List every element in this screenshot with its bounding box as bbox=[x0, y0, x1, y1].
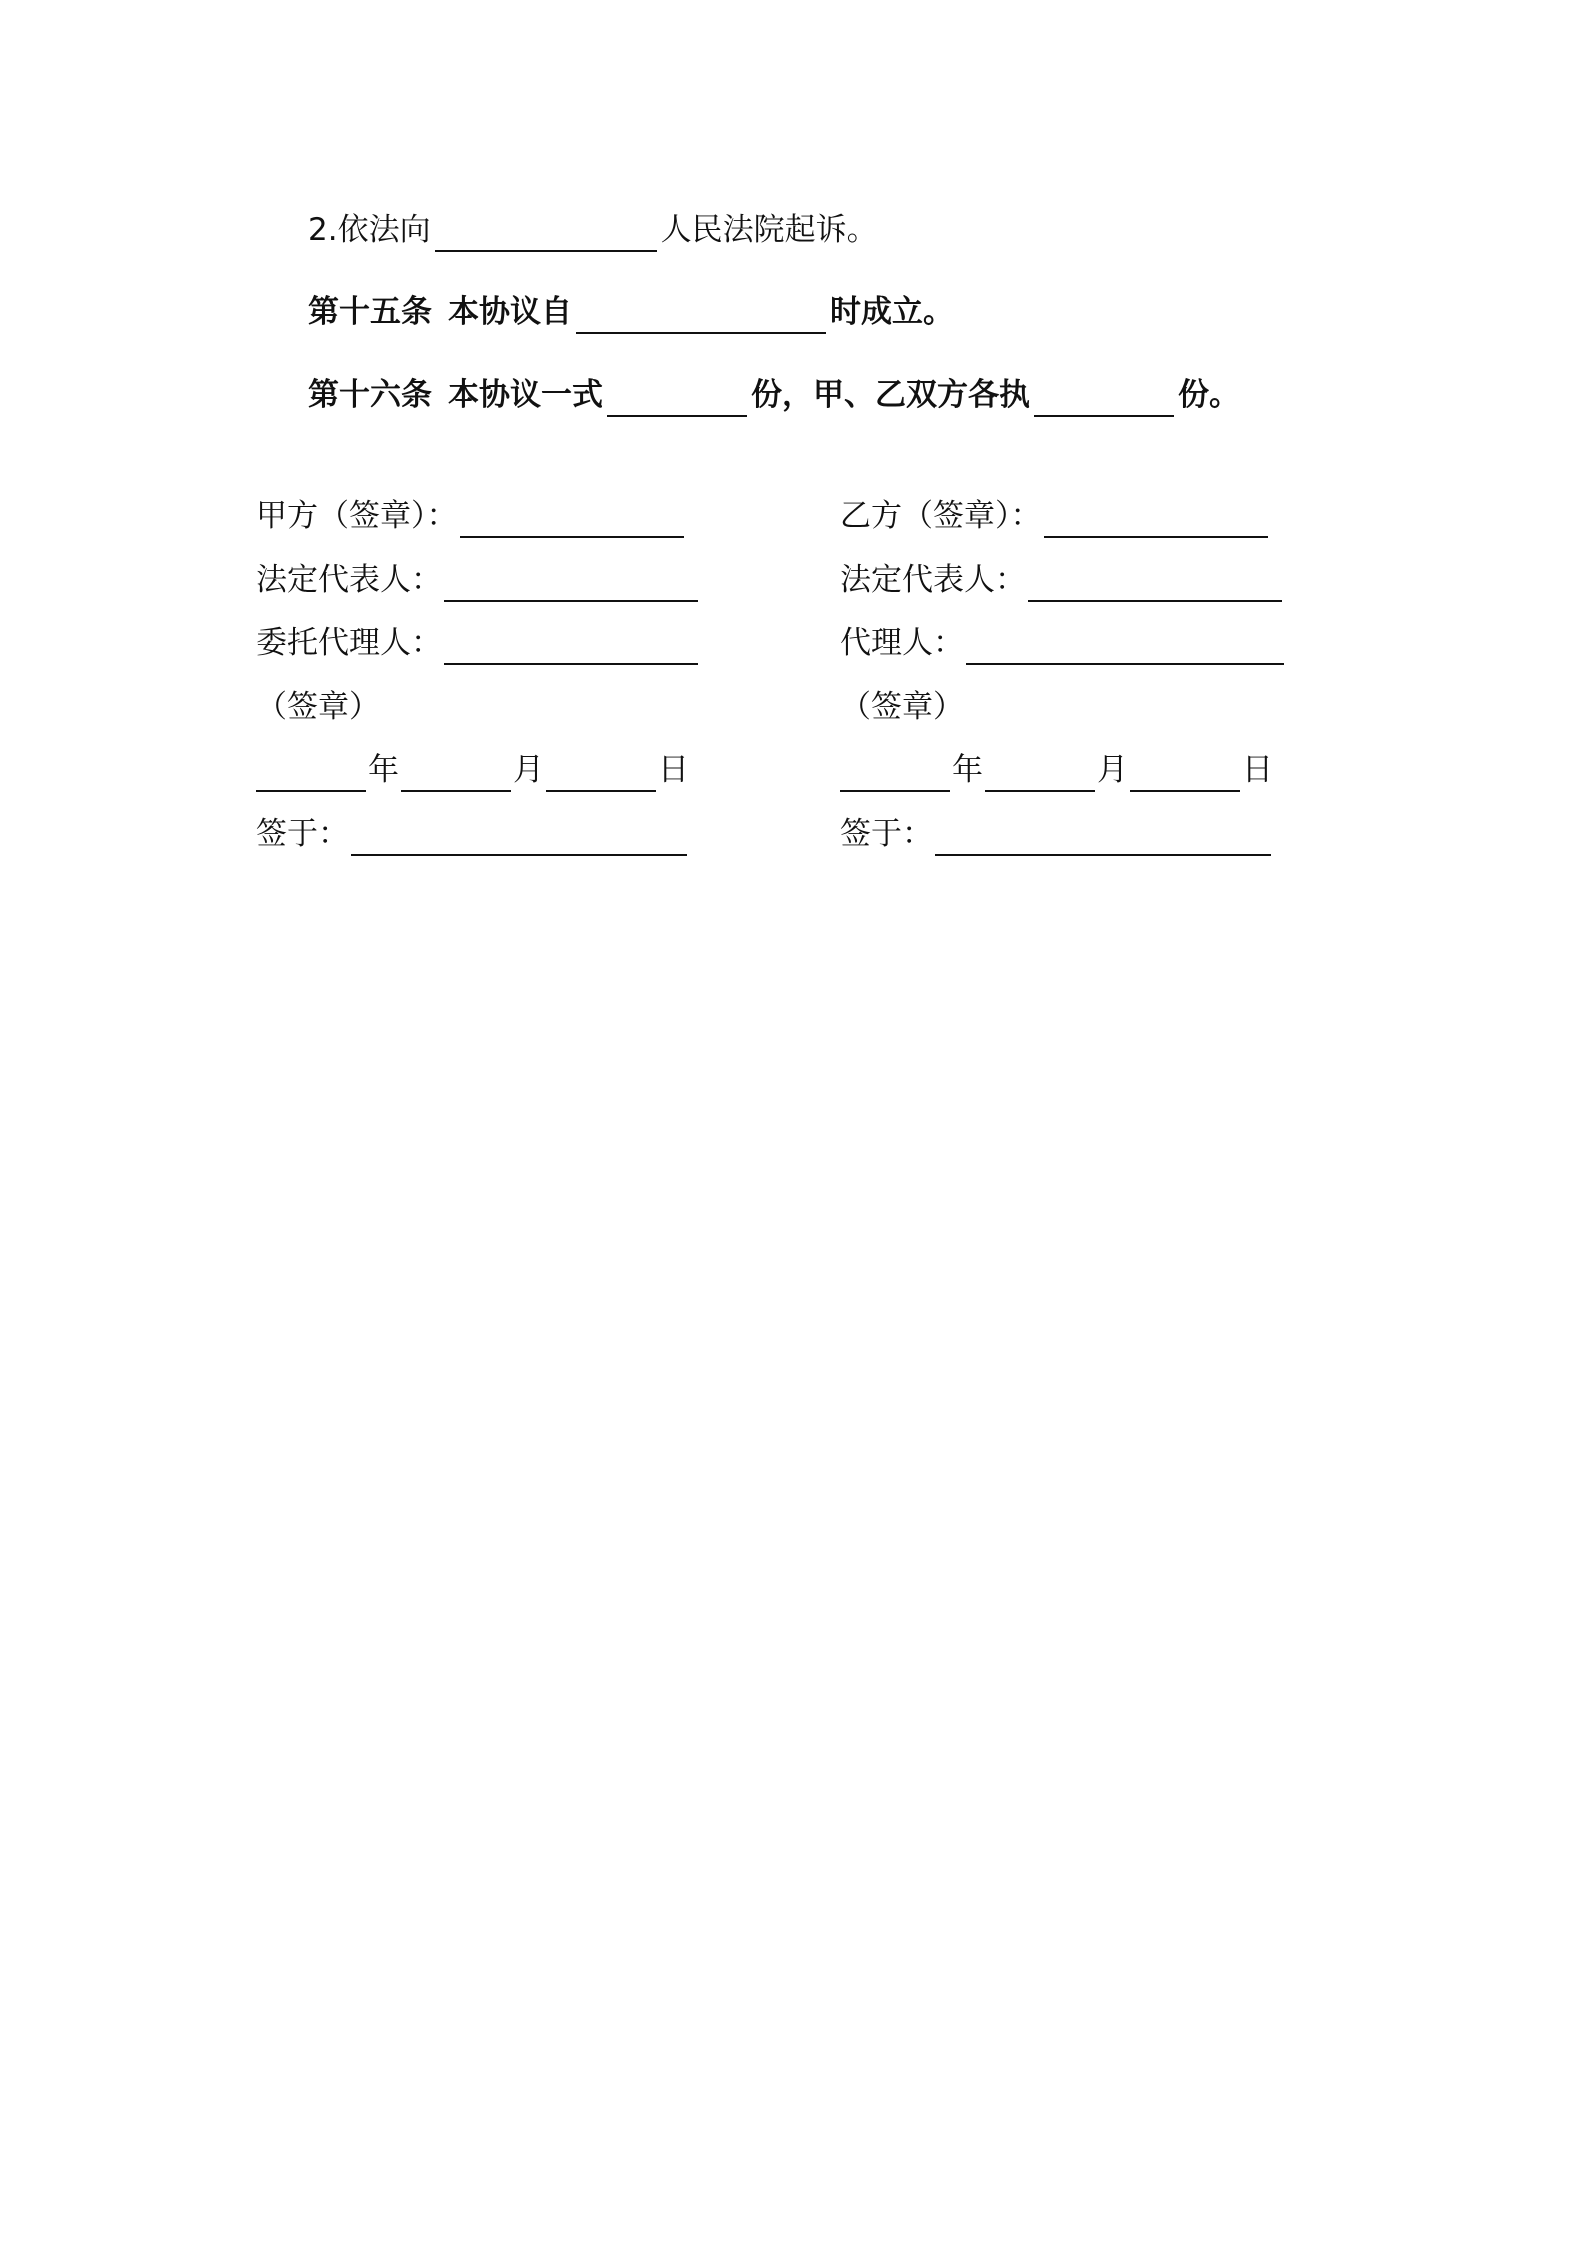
party-b-line bbox=[840, 494, 1270, 538]
party-b-legal-rep-line bbox=[840, 558, 1284, 602]
party-b-agent-blank[interactable] bbox=[966, 631, 1284, 665]
party-b-month-label: 月 bbox=[1097, 752, 1128, 788]
party-a-month-label: 月 bbox=[513, 752, 544, 788]
effective-time-blank[interactable] bbox=[576, 298, 826, 334]
party-a-signed-at-blank[interactable] bbox=[351, 822, 687, 856]
party-a-month-blank[interactable] bbox=[401, 758, 511, 792]
party-a-blank[interactable] bbox=[460, 504, 684, 538]
article-fifteen-label: 第十五条 bbox=[308, 294, 432, 330]
party-a-date-line bbox=[256, 748, 689, 792]
total-copies-blank[interactable] bbox=[607, 381, 747, 417]
party-a-seal-label: （签章） bbox=[256, 689, 380, 725]
party-b-blank[interactable] bbox=[1044, 504, 1268, 538]
clause-fifteen-text-1: 本协议自 bbox=[448, 294, 572, 330]
court-name-blank[interactable] bbox=[435, 216, 657, 252]
party-b-signed-at-label: 签于： bbox=[840, 816, 933, 852]
party-a-day-blank[interactable] bbox=[546, 758, 656, 792]
clause-fifteen-text-2: 时成立。 bbox=[830, 294, 954, 330]
party-b-date-line bbox=[840, 748, 1273, 792]
party-b-legal-rep-blank[interactable] bbox=[1028, 568, 1282, 602]
clause-sixteen-text-3: 份。 bbox=[1178, 377, 1240, 413]
party-b-seal-line bbox=[840, 685, 964, 729]
article-sixteen-label: 第十六条 bbox=[308, 377, 432, 413]
clause-fifteen bbox=[308, 290, 954, 334]
clause-court-text-1: 2.依法向 bbox=[308, 212, 431, 248]
party-b-day-blank[interactable] bbox=[1130, 758, 1240, 792]
party-a-legal-rep-blank[interactable] bbox=[444, 568, 698, 602]
party-b-seal-label: （签章） bbox=[840, 689, 964, 725]
clause-court bbox=[308, 208, 878, 252]
party-b-month-blank[interactable] bbox=[985, 758, 1095, 792]
party-a-legal-rep-label: 法定代表人： bbox=[256, 562, 442, 598]
party-a-year-label: 年 bbox=[368, 752, 399, 788]
party-b-day-label: 日 bbox=[1242, 752, 1273, 788]
party-b-signed-at-line bbox=[840, 812, 1273, 856]
party-a-signed-at-line bbox=[256, 812, 689, 856]
party-b-agent-label: 代理人： bbox=[840, 625, 964, 661]
clause-sixteen-text-1: 本协议一式 bbox=[448, 377, 603, 413]
party-a-agent-label: 委托代理人： bbox=[256, 625, 442, 661]
party-a-day-label: 日 bbox=[658, 752, 689, 788]
party-b-year-blank[interactable] bbox=[840, 758, 950, 792]
clause-sixteen-text-2: 份，甲、乙双方各执 bbox=[751, 377, 1030, 413]
party-a-signed-at-label: 签于： bbox=[256, 816, 349, 852]
party-b-year-label: 年 bbox=[952, 752, 983, 788]
copies-each-blank[interactable] bbox=[1034, 381, 1174, 417]
party-a-label: 甲方（签章）： bbox=[256, 498, 458, 534]
party-a-line bbox=[256, 494, 686, 538]
party-a-agent-line bbox=[256, 621, 700, 665]
clause-sixteen bbox=[308, 373, 1240, 417]
party-b-agent-line bbox=[840, 621, 1286, 665]
party-b-label: 乙方（签章）： bbox=[840, 498, 1042, 534]
party-a-agent-blank[interactable] bbox=[444, 631, 698, 665]
party-a-year-blank[interactable] bbox=[256, 758, 366, 792]
clause-court-text-2: 人民法院起诉。 bbox=[660, 212, 878, 248]
party-b-signed-at-blank[interactable] bbox=[935, 822, 1271, 856]
party-a-legal-rep-line bbox=[256, 558, 700, 602]
party-a-seal-line bbox=[256, 685, 380, 729]
party-b-legal-rep-label: 法定代表人： bbox=[840, 562, 1026, 598]
